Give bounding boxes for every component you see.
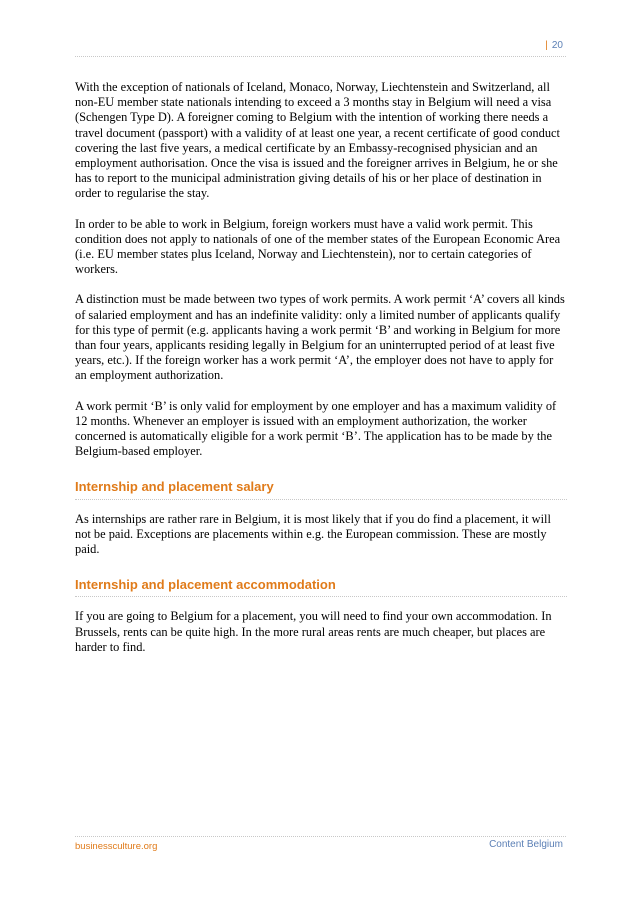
section-text-accommodation: If you are going to Belgium for a placement, you will need to find your own accommodation. In Brussels, rents can be quite high. In the more rural areas rents are much cheaper, but places are harder to find. (75, 609, 552, 654)
body-paragraph: With the exception of nationals of Iceland, Monaco, Norway, Liechtenstein and Switzerland, all non-EU member state nationals intending to exceed a 3 months stay in Belgium will need a visa (Schengen Type D). A foreigner coming to Belgium with the intention of working there needs a travel document (passport) with a validity of at least one year, a recent certificate of good conduct covering the last five years, a medical certificate by an Embassy-recognised physician and an employment authorisation. Once the visa is issued and the foreigner arrives in Belgium, he or she has to report to the municipal administration giving details of his or her place of destination in order to regularise the stay. (75, 80, 560, 201)
page-number-separator: | (545, 40, 548, 51)
body-paragraph: A work permit ‘B’ is only valid for employment by one employer and has a maximum validity of 12 months. Whenever an employer is issued with an employment authorization, the worker concerned is automatically eligible for a work permit ‘B’. The application has to be made by the Belgium-based employer. (75, 398, 557, 459)
page-number-value: 20 (551, 40, 563, 51)
body-paragraph: A distinction must be made between two types of work permits. A work permit ‘A’ covers all kinds of salaried employment and has an indefinite validity: only a limited number of applicants qualify for this type of permit (e.g. applicants having a work permit ‘B’ and working in Belgium for more than four years, applicants residing legally in Belgium for an uninterrupted period of at least five years, etc.). If the foreign worker has a work permit ‘A’, the employer does not have to apply for an employment authorization. (75, 292, 565, 383)
section-heading-salary: Internship and placement salary (75, 479, 567, 499)
footer-website: businessculture.org (75, 841, 158, 852)
footer-section-title: Content Belgium (489, 839, 563, 850)
page-content (75, 80, 567, 670)
section-text-salary: As internships are rather rare in Belgium, it is most likely that if you do find a placement, it will not be paid. Exceptions are placements within e.g. the European commission. These are mostly paid. (75, 511, 551, 557)
footer-rule (75, 836, 566, 837)
section-heading-accommodation: Internship and placement accommodation (75, 577, 567, 597)
body-paragraph: In order to be able to work in Belgium, foreign workers must have a valid work permit. This condition does not apply to nationals of one of the member states of the European Economic Area (i.e. EU member states plus Iceland, Norway and Liechtenstein), nor to certain categories of workers. (75, 216, 561, 277)
page-number (545, 40, 563, 51)
header-rule (75, 56, 566, 57)
